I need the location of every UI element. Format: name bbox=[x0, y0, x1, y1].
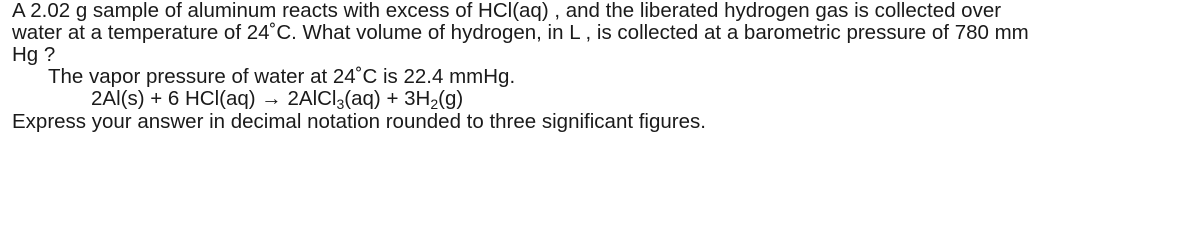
equation-subscript-2: 2 bbox=[430, 96, 439, 112]
vapor-pressure-note: The vapor pressure of water at 24˚C is 22.4 mmHg. bbox=[48, 65, 516, 88]
equation-mid: (aq) + 3H bbox=[344, 87, 431, 110]
equation-lhs: 2Al(s) + 6 HCl(aq) → 2AlCl bbox=[91, 87, 337, 110]
problem-statement-line-3: Hg ? bbox=[12, 43, 56, 66]
chemical-equation bbox=[12, 88, 1192, 110]
equation-subscript-3: 3 bbox=[336, 96, 345, 112]
answer-instruction: Express your answer in decimal notation rounded to three significant figures. bbox=[12, 110, 706, 133]
problem-statement-line-2: water at a temperature of 24˚C. What volume of hydrogen, in L , is collected at a barometric pressure of 780 mm bbox=[12, 21, 1029, 44]
problem-statement-line-1: A 2.02 g sample of aluminum reacts with excess of HCl(aq) , and the liberated hydrogen gas is collected over bbox=[12, 0, 1002, 22]
problem-text bbox=[12, 0, 1192, 133]
equation-end: (g) bbox=[438, 87, 464, 110]
